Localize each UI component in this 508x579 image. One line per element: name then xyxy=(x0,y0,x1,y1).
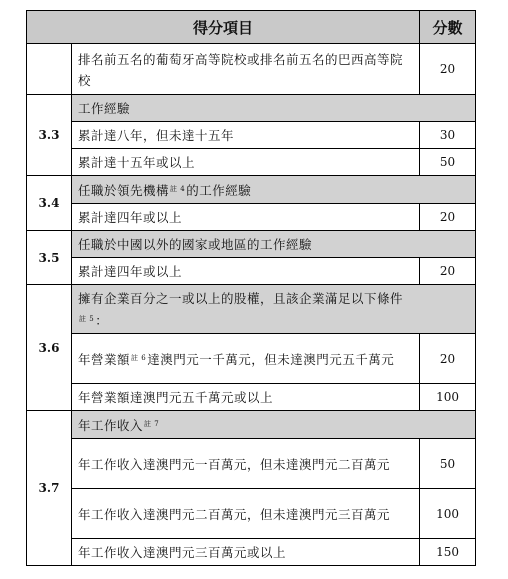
item-score: 150 xyxy=(420,539,476,566)
header-row xyxy=(27,11,476,44)
table-row xyxy=(27,44,476,95)
scoring-table-sheet xyxy=(26,10,476,566)
section-heading xyxy=(72,411,476,439)
item-description: 年工作收入達澳門元三百萬元或以上 xyxy=(72,539,420,566)
item-description: 年營業額達澳門元五千萬元或以上 xyxy=(72,384,420,411)
heading-text: 年工作收入 xyxy=(78,418,144,433)
heading-text: 任職於領先機構 xyxy=(78,183,170,198)
table-row xyxy=(27,258,476,285)
scoring-table xyxy=(26,10,476,566)
table-row xyxy=(27,95,476,122)
table-row xyxy=(27,176,476,204)
table-row xyxy=(27,149,476,176)
item-code: 3.6 xyxy=(27,285,72,411)
item-score: 50 xyxy=(420,149,476,176)
item-code: 3.3 xyxy=(27,95,72,176)
item-description: 年工作收入達澳門元一百萬元，但未達澳門元二百萬元 xyxy=(72,439,420,489)
item-code: 3.7 xyxy=(27,411,72,566)
item-description: 累計達十五年或以上 xyxy=(72,149,420,176)
item-description xyxy=(72,334,420,384)
footnote-ref: 註 4 xyxy=(170,185,186,193)
description-text: 達澳門元一千萬元，但未達澳門元五千萬元 xyxy=(147,352,395,367)
item-description: 累計達四年或以上 xyxy=(72,204,420,231)
item-description: 累計達四年或以上 xyxy=(72,258,420,285)
heading-text: 的工作經驗 xyxy=(186,183,252,198)
section-heading xyxy=(72,285,476,334)
table-row xyxy=(27,231,476,258)
description-text: 年營業額 xyxy=(78,352,131,367)
item-score: 30 xyxy=(420,122,476,149)
header-score: 分數 xyxy=(420,11,476,44)
item-description: 累計達八年，但未達十五年 xyxy=(72,122,420,149)
section-heading: 工作經驗 xyxy=(72,95,476,122)
item-score: 20 xyxy=(420,44,476,95)
item-code xyxy=(27,44,72,95)
item-score: 100 xyxy=(420,384,476,411)
table-row xyxy=(27,439,476,489)
footnote-ref: 註 5 xyxy=(79,315,95,323)
heading-text: ： xyxy=(95,313,109,328)
section-heading xyxy=(72,176,476,204)
table-row xyxy=(27,489,476,539)
footnote-ref: 註 6 xyxy=(131,354,147,362)
item-score: 20 xyxy=(420,258,476,285)
item-score: 20 xyxy=(420,204,476,231)
section-heading: 任職於中國以外的國家或地區的工作經驗 xyxy=(72,231,476,258)
table-row xyxy=(27,411,476,439)
item-score: 20 xyxy=(420,334,476,384)
table-row xyxy=(27,204,476,231)
heading-text: 擁有企業百分之一或以上的股權，且該企業滿足以下條件 xyxy=(78,291,404,306)
table-row xyxy=(27,334,476,384)
footnote-ref: 註 7 xyxy=(144,420,160,428)
table-row xyxy=(27,539,476,566)
item-code: 3.4 xyxy=(27,176,72,231)
item-description: 年工作收入達澳門元二百萬元，但未達澳門元三百萬元 xyxy=(72,489,420,539)
table-row xyxy=(27,384,476,411)
item-score: 50 xyxy=(420,439,476,489)
header-item: 得分項目 xyxy=(27,11,420,44)
item-code: 3.5 xyxy=(27,231,72,285)
table-row xyxy=(27,285,476,334)
table-row xyxy=(27,122,476,149)
item-score: 100 xyxy=(420,489,476,539)
item-description: 排名前五名的葡萄牙高等院校或排名前五名的巴西高等院校 xyxy=(72,44,420,95)
